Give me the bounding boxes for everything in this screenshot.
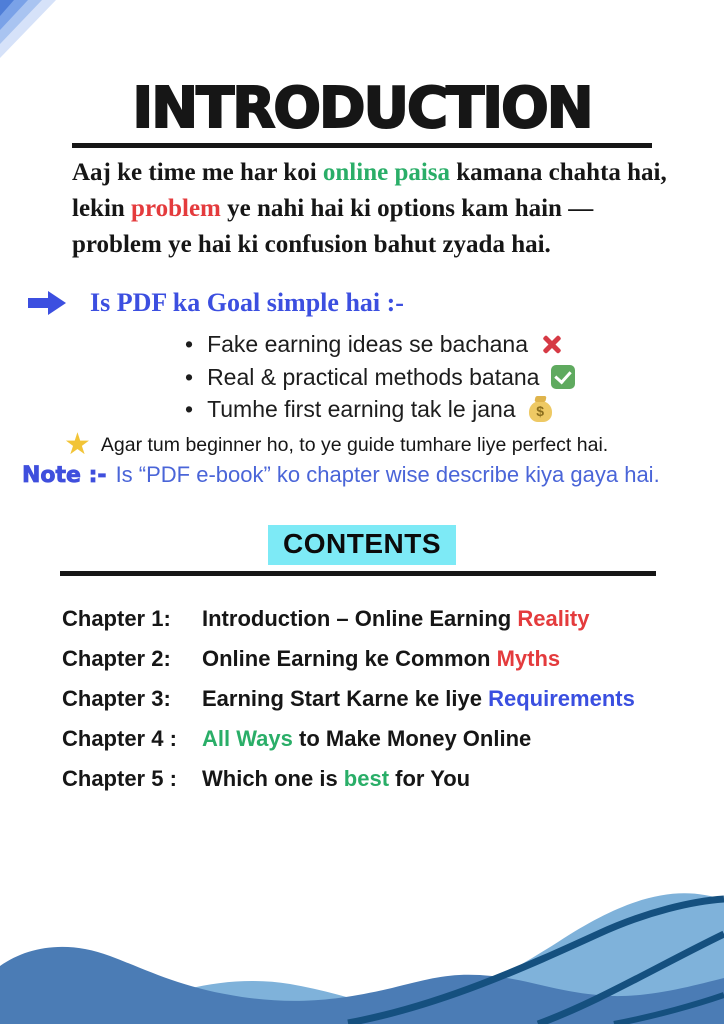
check-mark-icon [551,365,575,389]
bullet-dot: • [185,363,194,390]
contents-underline [60,571,656,576]
intro-paragraph [72,155,667,263]
chapter-label: Chapter 4 : [62,726,177,751]
bullet-text: Real & practical methods batana [207,363,540,390]
star-icon: ★ [64,428,91,461]
beginner-tip-text: Agar tum beginner ho, to ye guide tumhare liye perfect hai. [100,433,609,456]
intro-line: lekin problem ye nahi hai ki options kam hain — [72,195,594,222]
page-title: INTRODUCTION [132,76,592,141]
table-row [62,606,635,646]
bullet-dot: • [185,331,194,357]
money-bag-icon: $ [529,401,552,422]
bullet-text: Fake earning ideas se bachana [207,331,529,357]
chapter-label: Chapter 1: [62,606,171,631]
bullet-dot: • [185,396,194,422]
chapter-label: Chapter 5 : [62,766,177,791]
list-item [185,393,575,426]
chapter-label: Chapter 2: [62,646,171,671]
chapter-title: All Ways to Make Money Online [202,726,532,751]
table-row [62,686,635,726]
goal-heading-row [28,288,404,318]
chapter-title: Earning Start Karne ke liye Requirements [202,686,635,711]
list-item [185,361,575,394]
arrow-right-icon [28,290,66,316]
chapter-title: Online Earning ke Common Myths [202,646,561,671]
goal-bullet-list [185,328,575,426]
note-text: Is “PDF e-book” ko chapter wise describe kiya gaya hai. [115,462,660,487]
intro-line: Aaj ke time me har koi online paisa kamana chahta hai, [72,159,667,186]
wave-footer-decoration [0,884,724,1024]
note-row [22,462,660,488]
beginner-tip-row [64,430,608,460]
contents-heading: CONTENTS [268,525,456,565]
cross-mark-icon [540,332,564,356]
chapter-title: Introduction – Online Earning Reality [202,606,590,631]
corner-stripes-decoration [0,0,60,62]
goal-heading: Is PDF ka Goal simple hai :- [90,288,404,317]
table-row [62,766,635,806]
chapter-title: Which one is best for You [202,766,471,791]
chapter-label: Chapter 3: [62,686,171,711]
list-item [185,328,575,361]
chapter-list [62,606,635,806]
bullet-text: Tumhe first earning tak le jana [207,396,516,422]
intro-line: problem ye hai ki confusion bahut zyada hai. [72,231,551,258]
table-row [62,646,635,686]
table-row [62,726,635,766]
title-underline [72,143,652,148]
note-label: Note :- [22,462,107,488]
